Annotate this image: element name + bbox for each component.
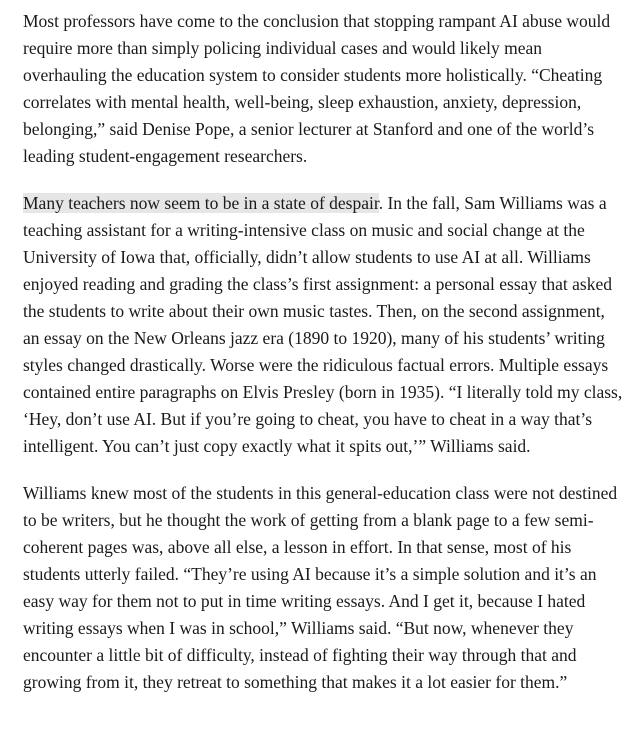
article-paragraph <box>23 190 623 460</box>
article-body <box>23 8 623 716</box>
highlighted-text[interactable]: Many teachers now seem to be in a state of despair <box>23 193 379 213</box>
paragraph-text: . In the fall, Sam Williams was a teaching assistant for a writing-intensive class on music and social change at the University of Iowa that, officially, didn’t allow students to use AI at all. Williams enjoyed reading and grading the class’s first assignment: a personal essay that asked the students to write about their own music tastes. Then, on the second assignment, an essay on the New Orleans jazz era (1890 to 1920), many of his students’ writing styles changed drastically. Worse were the ridiculous factual errors. Multiple essays contained entire paragraphs on Elvis Presley (born in 1935). “I literally told my class, ‘Hey, don’t use AI. But if you’re going to cheat, you have to cheat in a way that’s intelligent. You can’t just copy exactly what it spits out,’” Williams said. <box>23 193 623 456</box>
article-paragraph <box>23 480 623 696</box>
article-paragraph <box>23 8 623 170</box>
paragraph-text: Most professors have come to the conclusion that stopping rampant AI abuse would require more than simply policing individual cases and would likely mean overhauling the education system to consider students more holistically. “Cheating correlates with mental health, well-being, sleep exhaustion, anxiety, depression, belonging,” said Denise Pope, a senior lecturer at Stanford and one of the world’s leading student-engagement researchers. <box>23 11 611 166</box>
paragraph-text: Williams knew most of the students in this general-education class were not destined to be writers, but he thought the work of getting from a blank page to a few semi-coherent pages was, above all else, a lesson in effort. In that sense, most of his students utterly failed. “They’re using AI because it’s a simple solution and it’s an easy way for them not to put in time writing essays. And I get it, because I hated writing essays when I was in school,” Williams said. “But now, whenever they encounter a little bit of difficulty, instead of fighting their way through that and growing from it, they retreat to something that makes it a lot easier for them.” <box>23 483 618 692</box>
